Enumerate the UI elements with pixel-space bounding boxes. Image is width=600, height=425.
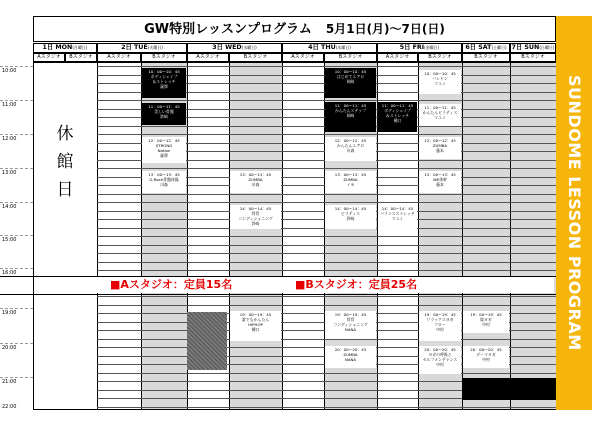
grid-row-line [97,253,556,254]
day-small: (水曜日) [241,45,257,50]
studio-header-a: Aスタジオ [282,53,324,62]
lesson-card[interactable] [378,102,417,132]
day-small: (土曜日) [491,45,507,50]
lesson-card[interactable] [230,171,281,193]
capacity-notice [34,277,554,293]
lesson-instructor: 川森 [160,182,168,187]
lesson-name: ダーマヨガ [476,352,496,357]
day-small: (日曜日) [539,45,555,50]
time-label: 10:00 [2,68,17,74]
time-tick [0,202,33,203]
studio-header-b: Bスタジオ [324,53,377,62]
lesson-instructor: 藤本 [436,148,444,153]
day-label: 2日 TUE [121,44,148,51]
lesson-instructor: 鈴崎 [346,216,355,221]
lesson-time: 11：00〜11：45 [148,104,180,109]
lesson-time: 19：00〜19：45 [470,312,502,317]
studio-header-a: Aスタジオ [377,53,418,62]
time-label: 22:00 [2,404,17,410]
lesson-time: 12：00〜12：45 [334,138,367,143]
lesson-time: 19：00〜19：45 [334,312,367,317]
lesson-time: 11：00〜11：45 [334,103,367,108]
lesson-name-2: HIPHOP [248,322,263,327]
lesson-time: 12：00〜12：45 [148,138,180,143]
lesson-time: 14：00〜14：45 [334,206,367,211]
studio-header-a: Aスタジオ [187,53,229,62]
lesson-instructor: 中村 [436,362,444,367]
lesson-instructor: NANA [344,327,357,332]
lesson-name: ZUMBA [432,143,448,148]
time-tick [0,377,33,378]
time-label: 16:00 [2,270,17,276]
lesson-time: 11：00〜11：45 [381,103,414,108]
grid-row-line [97,270,556,271]
grid-row-line [97,296,556,297]
lesson-name-2: ＆ストレッチ [385,113,410,118]
lesson-card[interactable] [419,311,461,341]
closed-day-label [34,120,96,204]
day-label: 1日 MON [42,44,73,51]
day-small: (木曜日) [335,45,351,50]
grid-row-line [97,245,556,246]
time-label: 14:00 [2,204,17,210]
lesson-card[interactable] [230,311,281,341]
time-label: 12:00 [2,136,17,142]
closed-char: 休 [56,124,74,144]
lesson-card[interactable] [142,137,186,163]
day-small: (火曜日) [147,45,163,50]
lesson-time: 20：00〜20：45 [424,347,456,352]
studio-header-b: Bスタジオ [418,53,462,62]
title-main: GW特別レッスンプログラム [144,22,312,37]
lesson-instructor: 剣崎 [346,79,355,84]
lesson-name: リラックスヨガ [426,317,454,322]
lesson-card[interactable] [325,346,376,368]
lesson-name: ピラティス [340,211,361,216]
lesson-instructor: イモ [346,182,355,187]
day-header-mon [33,43,97,53]
studio-header-b: Bスタジオ [65,53,97,62]
lesson-card[interactable] [142,171,186,193]
lesson-card[interactable] [419,104,461,126]
lesson-time: 14：00〜14：45 [381,206,414,211]
time-tick [0,134,33,135]
day-header-tue [97,43,187,53]
lesson-time: 19：00〜19：45 [239,312,272,317]
lesson-instructor: 樋口 [251,327,260,332]
lesson-name: 誰でもかんたん [241,317,270,322]
time-tick [0,235,33,236]
lesson-name: ZUMBA [343,352,358,357]
lesson-card[interactable] [142,103,186,125]
lesson-name: 美しい骨盤 [154,109,174,114]
time-label: 13:00 [2,170,17,176]
lesson-time: 20：00〜20：45 [334,347,367,352]
studio-header-a: Aスタジオ [97,53,141,62]
studio-header-b: Bスタジオ [141,53,187,62]
lesson-time: 13：00〜13：45 [334,172,367,177]
lesson-time: 13：00〜13：45 [239,172,272,177]
lesson-time: 11：00〜11：45 [424,105,456,110]
grid-row-line [97,194,556,195]
time-tick [0,168,33,169]
lesson-name-2: セルフメンテナンス [422,357,458,362]
lesson-name: かんたんエアロ [336,143,365,148]
lesson-card[interactable] [419,137,461,159]
day-small: (金曜日) [424,45,440,50]
day-label: 3日 WED [212,44,242,51]
grid-row-line [97,202,556,203]
unavailable-block [187,312,227,370]
lesson-instructor: 薩摩 [160,84,168,89]
time-tick [0,66,33,67]
lesson-name: はじめてエアロ [336,74,365,79]
lesson-time: 14：00〜14：45 [239,206,272,211]
lesson-instructor: 鈴崎 [251,221,260,226]
lesson-name-2: コンディショニング [238,216,273,221]
lesson-name-2: Nation [157,148,171,153]
lesson-card[interactable] [463,311,509,333]
lesson-card[interactable] [325,171,376,193]
lesson-instructor: 藤本 [436,182,444,187]
lesson-card[interactable] [325,137,376,161]
lesson-name: 骨骨 [251,211,260,216]
grid-row-line [97,262,556,263]
lesson-time: 20：00〜20：45 [470,347,502,352]
day-header-wed [187,43,282,53]
day-label: 4日 THU [308,44,336,51]
capacity-a: ■Aスタジオ：定員15名 [110,278,233,291]
lesson-instructor: NANA [344,357,357,362]
lesson-instructor: 中村 [482,357,490,362]
lesson-name-2: ＆ストレッチ [152,79,176,84]
lesson-card[interactable] [230,205,281,229]
lesson-name: 陰ヨガ [480,317,492,322]
lesson-name: ボディシェイプ [150,74,178,79]
lesson-instructor: 中村 [436,327,444,332]
lesson-instructor: 中村 [482,322,490,327]
lesson-instructor: 薩摩 [160,153,168,158]
lesson-name: ZUMBA [248,177,263,182]
studio-header-b: Bスタジオ [510,53,556,62]
time-tick [0,343,33,344]
section-line [0,294,556,295]
lesson-time: 10：00〜10：45 [148,69,180,74]
lesson-instructor: 樋口 [393,118,402,123]
lesson-name: ボディシェイプ [384,108,411,113]
lesson-card[interactable] [325,311,376,339]
closed-char: 館 [56,152,74,172]
lesson-card[interactable] [463,346,509,368]
day-header-sun [510,43,556,53]
grid-row-line [97,168,556,169]
time-label: 19:00 [2,310,17,316]
lesson-time: 13：00〜13：45 [424,172,456,177]
grid-row-line [97,373,556,374]
lesson-name: ZUMBA [343,177,358,182]
lesson-instructor: マユミ [434,81,446,86]
grid-row-line [97,134,556,135]
time-tick [0,268,33,269]
lesson-name-2: フロー [434,322,446,327]
lesson-time: 12：00〜12：45 [424,138,456,143]
lesson-time: 19：00〜19：45 [424,312,456,317]
lesson-card[interactable] [325,102,376,132]
title-dates: 5月1日(月)〜7日(日) [325,22,445,36]
lesson-name-2: コンディショニング [333,322,368,327]
time-tick [0,308,33,309]
studio-header-a: Aスタジオ [33,53,65,62]
lesson-time: 13：00〜13：45 [148,172,180,177]
lesson-card[interactable] [419,171,461,193]
lesson-time: 10：00〜10：45 [334,69,367,74]
day-label: 5日 FRI [399,44,425,51]
time-label: 20:00 [2,345,17,351]
grid-row-line [97,407,556,408]
day-header-sat [462,43,510,53]
lesson-card[interactable] [142,68,186,98]
lesson-name: ヨガの呼吸と [428,352,452,357]
lesson-name: G-Rock骨盤体操 [149,177,179,182]
lesson-name: バランスストレッチ [380,211,415,216]
lesson-card[interactable] [325,205,376,229]
lesson-name: バレトン [432,76,448,81]
lesson-name: かんたんステップ [334,108,367,113]
program-sidebar [556,16,592,410]
lesson-card[interactable] [378,205,417,229]
studio-header-b: Bスタジオ [229,53,282,62]
lesson-time: 10：00〜10：45 [424,71,456,76]
day-small: (月曜日) [72,45,88,50]
grid-row-line [97,66,556,67]
lesson-name: かんたんピラティス [422,110,458,115]
lesson-instructor: 鈴崎 [160,114,168,119]
closed-block-sun [510,378,556,400]
lesson-instructor: マユミ [391,216,404,221]
grid-row-line [97,236,556,237]
time-label: 21:00 [2,379,17,385]
lesson-card[interactable] [419,346,461,374]
lesson-card[interactable] [419,70,461,94]
lesson-name: STRONG [155,143,173,148]
lesson-name: WE体幹 [432,177,448,182]
lesson-card[interactable] [325,68,376,98]
sidebar-text: SUNDOME LESSON PROGRAM [565,75,584,351]
lesson-instructor: 川森 [346,148,355,153]
closed-block-sat [462,378,510,400]
day-header-thu [282,43,377,53]
time-label: 15:00 [2,237,17,243]
day-label: 6日 SAT [465,44,492,51]
capacity-b: ■Bスタジオ：定員25名 [295,278,418,291]
grid-row-line [97,100,556,101]
page-title [33,16,556,42]
time-tick [0,100,33,101]
day-header-fri [377,43,462,53]
time-label: 11:00 [2,102,17,108]
lesson-instructor: マユミ [434,115,446,120]
closed-char: 日 [56,180,74,200]
lesson-instructor: 川森 [251,182,260,187]
grid-row-line [97,305,556,306]
lesson-instructor: 剣崎 [346,113,355,118]
studio-header-b: Bスタジオ [462,53,510,62]
day-label: 7日 SUN [511,44,540,51]
lesson-name: 骨骨 [346,317,355,322]
